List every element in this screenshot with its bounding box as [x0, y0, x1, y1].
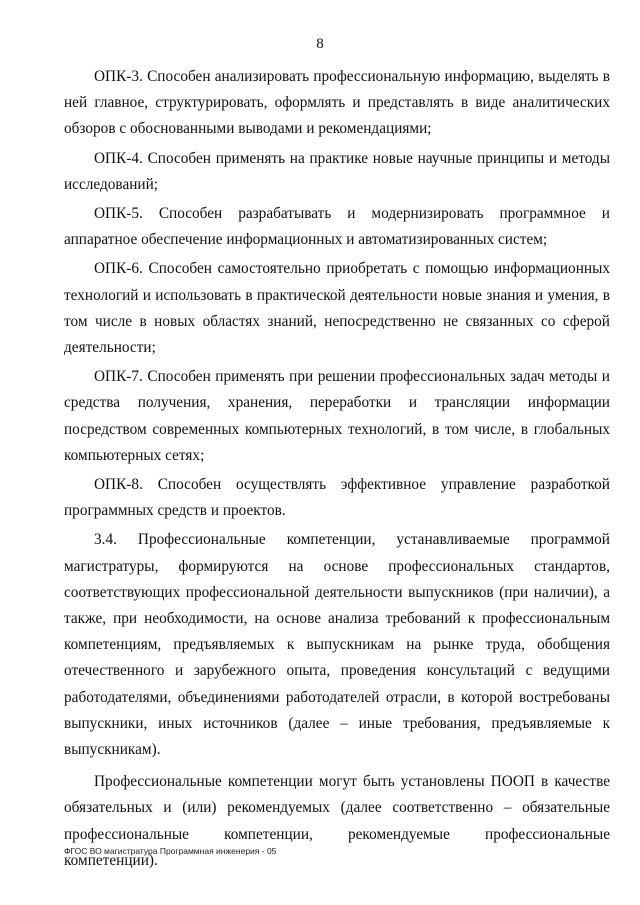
- paragraph-opk-7: ОПК-7. Способен применять при решении профессиональных задач методы и средства получения, хранения, переработки и трансляции информации посредством современных компьютерных технологий, в том числе, в глобальных компьютерных сетях;: [64, 368, 610, 464]
- paragraph-section-3-4: 3.4. Профессиональные компетенции, устанавливаемые программой магистратуры, формируются на основе профессиональных стандартов, соответствующих профессиональной деятельности выпускников (при наличии), а также, при необходимости, на основе анализа требований к профессиональным компетенциям, предъявляемых к выпускникам на рынке труда, обобщения отечественного и зарубежного опыта, проведения консультаций с ведущими работодателями, объединениями работодателей отрасли, в которой востребованы выпускники, иных источников (далее – иные требования, предъявляемые к выпускникам).: [64, 531, 610, 759]
- paragraph-professional-competencies: Профессиональные компетенции могут быть установлены ПООП в качестве обязательных и (или) рекомендуемых (далее соответственно – обязательные профессиональные компетенции, рекомендуемые профессиональные компетенции).: [64, 773, 610, 869]
- document-body: [64, 64, 610, 877]
- paragraph-opk-3: ОПК-3. Способен анализировать профессиональную информацию, выделять в ней главное, структурировать, оформлять и представлять в виде аналитических обзоров с обоснованными выводами и рекомендациями;: [64, 68, 610, 138]
- page-footer: ФГОС ВО магистратура Программная инженерия - 05: [64, 846, 277, 856]
- paragraph-opk-6: ОПК-6. Способен самостоятельно приобретать с помощью информационных технологий и использовать в практической деятельности новые знания и умения, в том числе в новых областях знаний, непосредственно не связанных со сферой деятельности;: [64, 260, 610, 357]
- paragraph-opk-4: ОПК-4. Способен применять на практике новые научные принципы и методы исследований;: [64, 149, 610, 193]
- paragraph-opk-5: ОПК-5. Способен разрабатывать и модернизировать программное и аппаратное обеспечение информационных и автоматизированных систем;: [64, 205, 610, 249]
- paragraph-opk-8: ОПК-8. Способен осуществлять эффективное управление разработкой программных средств и проектов.: [64, 476, 610, 520]
- page-number: 8: [316, 36, 324, 52]
